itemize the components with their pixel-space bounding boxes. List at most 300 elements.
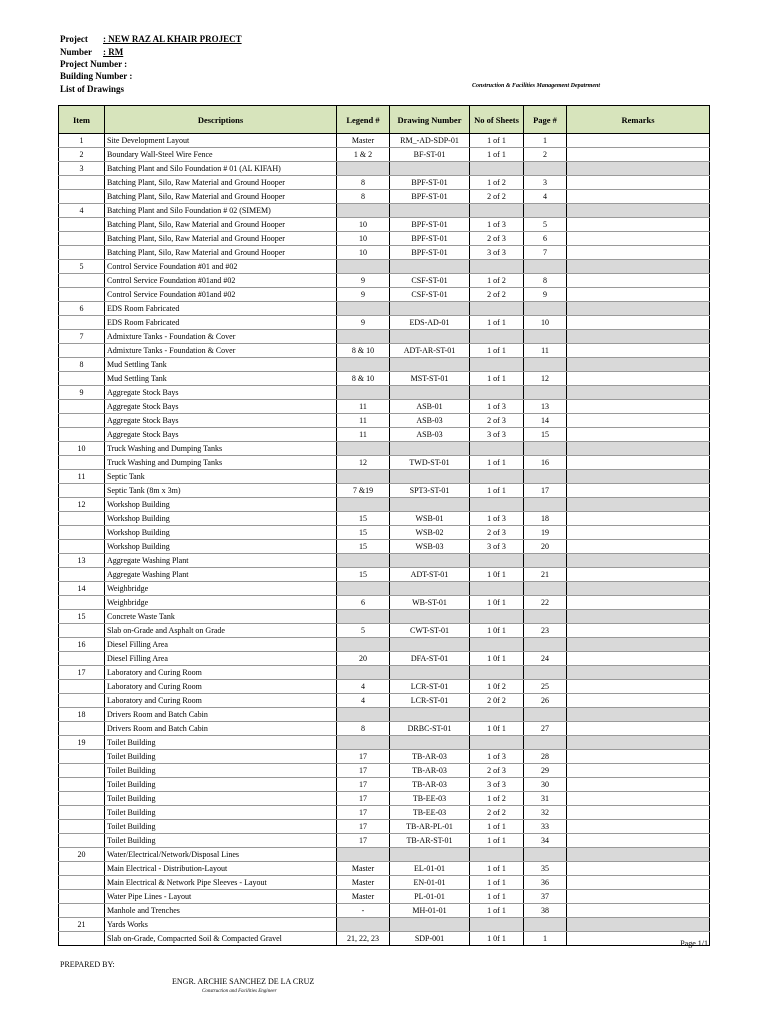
cell-description: Aggregate Stock Bays — [105, 400, 337, 414]
cell-item — [59, 288, 105, 302]
cell-legend: 8 — [337, 722, 390, 736]
cell-legend — [337, 442, 390, 456]
cell-page: 15 — [524, 428, 567, 442]
cell-description: EDS Room Fabricated — [105, 316, 337, 330]
cell-item: 5 — [59, 260, 105, 274]
cell-no-of-sheets: 1 0f 1 — [470, 652, 524, 666]
cell-no-of-sheets: 3 of 3 — [470, 778, 524, 792]
cell-remarks — [567, 554, 710, 568]
cell-page — [524, 330, 567, 344]
cell-remarks — [567, 246, 710, 260]
cell-page — [524, 470, 567, 484]
project-line — [60, 33, 242, 46]
cell-drawing-number — [390, 470, 470, 484]
table-body — [59, 134, 710, 946]
cell-remarks — [567, 456, 710, 470]
cell-page: 3 — [524, 176, 567, 190]
table-row — [59, 414, 710, 428]
cell-legend: 15 — [337, 512, 390, 526]
cell-item — [59, 722, 105, 736]
cell-description: Main Electrical - Distribution-Layout — [105, 862, 337, 876]
cell-remarks — [567, 876, 710, 890]
cell-page: 38 — [524, 904, 567, 918]
cell-description: Drivers Room and Batch Cabin — [105, 708, 337, 722]
cell-page: 2 — [524, 148, 567, 162]
cell-remarks — [567, 414, 710, 428]
table-row — [59, 372, 710, 386]
cell-page: 13 — [524, 400, 567, 414]
cell-drawing-number: ADT-AR-ST-01 — [390, 344, 470, 358]
cell-description: Slab on-Grade, Compacrted Soil & Compacted Gravel — [105, 932, 337, 946]
cell-item: 14 — [59, 582, 105, 596]
cell-page: 9 — [524, 288, 567, 302]
cell-drawing-number: EDS-AD-01 — [390, 316, 470, 330]
cell-no-of-sheets: 1 of 1 — [470, 820, 524, 834]
table-row — [59, 134, 710, 148]
table-row — [59, 876, 710, 890]
cell-remarks — [567, 204, 710, 218]
cell-page — [524, 442, 567, 456]
cell-legend: - — [337, 904, 390, 918]
cell-drawing-number — [390, 918, 470, 932]
table-group-row — [59, 638, 710, 652]
cell-item: 17 — [59, 666, 105, 680]
table-group-row — [59, 708, 710, 722]
cell-item — [59, 232, 105, 246]
cell-legend — [337, 162, 390, 176]
cell-description: Workshop Building — [105, 498, 337, 512]
cell-legend: 11 — [337, 400, 390, 414]
cell-page: 28 — [524, 750, 567, 764]
table-row — [59, 540, 710, 554]
cell-page: 32 — [524, 806, 567, 820]
cell-no-of-sheets: 1 of 1 — [470, 148, 524, 162]
cell-remarks — [567, 288, 710, 302]
table-row — [59, 344, 710, 358]
cell-legend: Master — [337, 890, 390, 904]
cell-drawing-number: PL-01-01 — [390, 890, 470, 904]
cell-no-of-sheets: 1 of 1 — [470, 372, 524, 386]
cell-description: Batching Plant, Silo, Raw Material and Ground Hooper — [105, 246, 337, 260]
cell-item — [59, 190, 105, 204]
cell-legend: 15 — [337, 540, 390, 554]
cell-legend: 11 — [337, 428, 390, 442]
cell-page: 22 — [524, 596, 567, 610]
cell-drawing-number: TB-AR-03 — [390, 764, 470, 778]
cell-page: 8 — [524, 274, 567, 288]
cell-no-of-sheets: 2 of 2 — [470, 190, 524, 204]
cell-drawing-number: BPF-ST-01 — [390, 190, 470, 204]
cell-legend: 15 — [337, 568, 390, 582]
cell-remarks — [567, 918, 710, 932]
cell-item — [59, 414, 105, 428]
cell-no-of-sheets: 1 0f 2 — [470, 680, 524, 694]
cell-page: 17 — [524, 484, 567, 498]
cell-no-of-sheets: 2 of 3 — [470, 526, 524, 540]
cell-drawing-number — [390, 442, 470, 456]
cell-legend: 17 — [337, 764, 390, 778]
cell-remarks — [567, 778, 710, 792]
cell-drawing-number: MH-01-01 — [390, 904, 470, 918]
table-row — [59, 904, 710, 918]
table-group-row — [59, 470, 710, 484]
cell-remarks — [567, 638, 710, 652]
cell-no-of-sheets: 1 of 1 — [470, 344, 524, 358]
cell-remarks — [567, 148, 710, 162]
cell-no-of-sheets: 1 of 1 — [470, 484, 524, 498]
cell-description: Batching Plant, Silo, Raw Material and Ground Hooper — [105, 232, 337, 246]
cell-remarks — [567, 162, 710, 176]
cell-remarks — [567, 526, 710, 540]
cell-drawing-number: BPF-ST-01 — [390, 176, 470, 190]
table-group-row — [59, 442, 710, 456]
cell-page — [524, 554, 567, 568]
cell-remarks — [567, 470, 710, 484]
cell-page: 20 — [524, 540, 567, 554]
cell-item — [59, 274, 105, 288]
cell-legend: 10 — [337, 218, 390, 232]
cell-legend: 9 — [337, 288, 390, 302]
cell-drawing-number: EL-01-01 — [390, 862, 470, 876]
cell-description: Batching Plant and Silo Foundation # 02 (SIMEM) — [105, 204, 337, 218]
cell-description: Aggregate Stock Bays — [105, 386, 337, 400]
cell-drawing-number — [390, 302, 470, 316]
cell-remarks — [567, 736, 710, 750]
cell-item — [59, 176, 105, 190]
cell-page: 12 — [524, 372, 567, 386]
cell-legend: 5 — [337, 624, 390, 638]
cell-drawing-number: CSF-ST-01 — [390, 274, 470, 288]
col-header-legend: Legend # — [337, 106, 390, 134]
cell-description: Slab on-Grade and Asphalt on Grade — [105, 624, 337, 638]
cell-remarks — [567, 596, 710, 610]
cell-legend: 17 — [337, 778, 390, 792]
cell-item — [59, 316, 105, 330]
cell-description: Septic Tank — [105, 470, 337, 484]
cell-legend: 17 — [337, 750, 390, 764]
cell-legend: 21, 22, 23 — [337, 932, 390, 946]
cell-drawing-number — [390, 330, 470, 344]
cell-description: Batching Plant, Silo, Raw Material and Ground Hooper — [105, 218, 337, 232]
cell-no-of-sheets: 3 of 3 — [470, 246, 524, 260]
cell-remarks — [567, 722, 710, 736]
cell-item — [59, 778, 105, 792]
table-row — [59, 428, 710, 442]
cell-drawing-number — [390, 582, 470, 596]
table-group-row — [59, 554, 710, 568]
cell-description: Truck Washing and Dumping Tanks — [105, 442, 337, 456]
cell-item: 1 — [59, 134, 105, 148]
table-group-row — [59, 260, 710, 274]
cell-remarks — [567, 442, 710, 456]
cell-description: Toilet Building — [105, 806, 337, 820]
cell-remarks — [567, 232, 710, 246]
cell-drawing-number — [390, 260, 470, 274]
cell-description: Control Service Foundation #01and #02 — [105, 288, 337, 302]
cell-drawing-number: BPF-ST-01 — [390, 246, 470, 260]
cell-item: 2 — [59, 148, 105, 162]
cell-remarks — [567, 302, 710, 316]
cell-page: 11 — [524, 344, 567, 358]
cell-page: 10 — [524, 316, 567, 330]
cell-drawing-number: BF-ST-01 — [390, 148, 470, 162]
cell-remarks — [567, 834, 710, 848]
cell-page: 33 — [524, 820, 567, 834]
cell-item — [59, 862, 105, 876]
table-group-row — [59, 386, 710, 400]
table-row — [59, 288, 710, 302]
table-row — [59, 652, 710, 666]
cell-item — [59, 512, 105, 526]
cell-drawing-number: SPT3-ST-01 — [390, 484, 470, 498]
cell-description: Boundary Wall-Steel Wire Fence — [105, 148, 337, 162]
cell-legend — [337, 470, 390, 484]
cell-legend: 8 — [337, 190, 390, 204]
cell-item: 8 — [59, 358, 105, 372]
cell-no-of-sheets: 1 of 2 — [470, 792, 524, 806]
cell-no-of-sheets: 1 of 1 — [470, 834, 524, 848]
cell-description: Water Pipe Lines - Layout — [105, 890, 337, 904]
cell-no-of-sheets: 1 0f 1 — [470, 624, 524, 638]
cell-remarks — [567, 316, 710, 330]
cell-no-of-sheets: 1 0f 1 — [470, 932, 524, 946]
cell-remarks — [567, 694, 710, 708]
cell-page: 24 — [524, 652, 567, 666]
cell-drawing-number: WSB-02 — [390, 526, 470, 540]
cell-legend: 10 — [337, 246, 390, 260]
table-group-row — [59, 358, 710, 372]
cell-drawing-number: DRBC-ST-01 — [390, 722, 470, 736]
drawings-table — [58, 105, 710, 946]
cell-no-of-sheets: 1 of 2 — [470, 176, 524, 190]
table-row — [59, 820, 710, 834]
cell-no-of-sheets — [470, 666, 524, 680]
cell-item — [59, 876, 105, 890]
cell-drawing-number — [390, 848, 470, 862]
cell-page — [524, 638, 567, 652]
cell-item — [59, 904, 105, 918]
cell-no-of-sheets: 1 0f 1 — [470, 596, 524, 610]
cell-no-of-sheets — [470, 848, 524, 862]
cell-page: 36 — [524, 876, 567, 890]
cell-legend: 17 — [337, 834, 390, 848]
cell-page — [524, 918, 567, 932]
col-header-descriptions: Descriptions — [105, 106, 337, 134]
cell-description: Toilet Building — [105, 820, 337, 834]
cell-description: Aggregate Washing Plant — [105, 568, 337, 582]
engineer-title: Construction and Facilities Engineer — [202, 989, 277, 994]
cell-no-of-sheets — [470, 554, 524, 568]
cell-no-of-sheets: 1 of 1 — [470, 456, 524, 470]
cell-no-of-sheets: 1 of 2 — [470, 274, 524, 288]
cell-item — [59, 568, 105, 582]
cell-item: 16 — [59, 638, 105, 652]
cell-remarks — [567, 792, 710, 806]
cell-item: 10 — [59, 442, 105, 456]
cell-legend: 12 — [337, 456, 390, 470]
cell-description: Aggregate Washing Plant — [105, 554, 337, 568]
cell-item — [59, 540, 105, 554]
cell-drawing-number: WB-ST-01 — [390, 596, 470, 610]
cell-legend: 10 — [337, 232, 390, 246]
cell-page: 37 — [524, 890, 567, 904]
cell-description: Mud Settling Tank — [105, 372, 337, 386]
cell-item: 11 — [59, 470, 105, 484]
cell-drawing-number: EN-01-01 — [390, 876, 470, 890]
cell-drawing-number: TB-AR-03 — [390, 778, 470, 792]
cell-item — [59, 680, 105, 694]
cell-remarks — [567, 512, 710, 526]
cell-no-of-sheets: 2 of 2 — [470, 806, 524, 820]
cell-page: 1 — [524, 932, 567, 946]
cell-page — [524, 204, 567, 218]
cell-remarks — [567, 624, 710, 638]
cell-page: 35 — [524, 862, 567, 876]
cell-no-of-sheets: 1 of 3 — [470, 218, 524, 232]
cell-page — [524, 610, 567, 624]
cell-description: Toilet Building — [105, 764, 337, 778]
table-row — [59, 694, 710, 708]
table-row — [59, 456, 710, 470]
cell-item — [59, 806, 105, 820]
cell-legend — [337, 386, 390, 400]
table-group-row — [59, 582, 710, 596]
table-row — [59, 148, 710, 162]
table-group-row — [59, 498, 710, 512]
cell-no-of-sheets: 1 of 1 — [470, 876, 524, 890]
cell-item — [59, 764, 105, 778]
cell-item: 9 — [59, 386, 105, 400]
cell-description: Mud Settling Tank — [105, 358, 337, 372]
cell-remarks — [567, 862, 710, 876]
cell-description: Yards Works — [105, 918, 337, 932]
cell-item — [59, 344, 105, 358]
cell-no-of-sheets — [470, 330, 524, 344]
cell-remarks — [567, 176, 710, 190]
cell-drawing-number: CWT-ST-01 — [390, 624, 470, 638]
table-row — [59, 890, 710, 904]
table-group-row — [59, 204, 710, 218]
cell-item — [59, 820, 105, 834]
cell-remarks — [567, 386, 710, 400]
cell-page — [524, 302, 567, 316]
cell-page — [524, 736, 567, 750]
cell-drawing-number: SDP-001 — [390, 932, 470, 946]
table-row — [59, 834, 710, 848]
cell-no-of-sheets: 2 of 2 — [470, 288, 524, 302]
col-header-remarks: Remarks — [567, 106, 710, 134]
cell-remarks — [567, 358, 710, 372]
cell-item — [59, 218, 105, 232]
cell-legend — [337, 736, 390, 750]
cell-description: Control Service Foundation #01and #02 — [105, 274, 337, 288]
cell-legend: 4 — [337, 694, 390, 708]
cell-description: Toilet Building — [105, 736, 337, 750]
cell-item — [59, 932, 105, 946]
cell-description: Toilet Building — [105, 778, 337, 792]
cell-legend — [337, 638, 390, 652]
cell-legend: 8 — [337, 176, 390, 190]
table-row — [59, 806, 710, 820]
cell-item — [59, 428, 105, 442]
cell-item: 20 — [59, 848, 105, 862]
table-row — [59, 218, 710, 232]
cell-legend: 1 & 2 — [337, 148, 390, 162]
cell-drawing-number — [390, 638, 470, 652]
cell-description: Toilet Building — [105, 834, 337, 848]
list-of-drawings-label: List of Drawings — [60, 84, 125, 94]
cell-drawing-number: ASB-03 — [390, 428, 470, 442]
cell-no-of-sheets — [470, 442, 524, 456]
department-name: Construction & Facilities Management Depatrment — [472, 83, 601, 89]
cell-remarks — [567, 848, 710, 862]
table-row — [59, 484, 710, 498]
cell-legend: 6 — [337, 596, 390, 610]
cell-item — [59, 834, 105, 848]
cell-legend — [337, 498, 390, 512]
cell-legend: Master — [337, 862, 390, 876]
cell-item: 6 — [59, 302, 105, 316]
cell-description: Drivers Room and Batch Cabin — [105, 722, 337, 736]
cell-item — [59, 694, 105, 708]
cell-item — [59, 372, 105, 386]
cell-drawing-number — [390, 666, 470, 680]
cell-remarks — [567, 372, 710, 386]
table-row — [59, 596, 710, 610]
cell-item: 7 — [59, 330, 105, 344]
cell-description: Main Electrical & Network Pipe Sleeves - Layout — [105, 876, 337, 890]
cell-page — [524, 260, 567, 274]
cell-item — [59, 750, 105, 764]
table-header-row — [59, 106, 710, 134]
table-group-row — [59, 848, 710, 862]
cell-no-of-sheets — [470, 918, 524, 932]
cell-no-of-sheets: 1 of 3 — [470, 750, 524, 764]
cell-description: Workshop Building — [105, 526, 337, 540]
cell-page: 26 — [524, 694, 567, 708]
table-row — [59, 932, 710, 946]
cell-remarks — [567, 344, 710, 358]
cell-page: 1 — [524, 134, 567, 148]
table-row — [59, 274, 710, 288]
cell-legend — [337, 204, 390, 218]
cell-remarks — [567, 666, 710, 680]
cell-legend — [337, 260, 390, 274]
cell-page: 5 — [524, 218, 567, 232]
cell-drawing-number: TB-EE-03 — [390, 792, 470, 806]
cell-item — [59, 246, 105, 260]
cell-drawing-number: RM_-AD-SDP-01 — [390, 134, 470, 148]
table-group-row — [59, 162, 710, 176]
cell-no-of-sheets — [470, 260, 524, 274]
table-row — [59, 778, 710, 792]
cell-remarks — [567, 260, 710, 274]
table-row — [59, 568, 710, 582]
cell-page — [524, 162, 567, 176]
cell-no-of-sheets: 2 0f 2 — [470, 694, 524, 708]
cell-drawing-number: TWD-ST-01 — [390, 456, 470, 470]
cell-legend — [337, 918, 390, 932]
cell-no-of-sheets — [470, 386, 524, 400]
cell-item: 13 — [59, 554, 105, 568]
cell-legend — [337, 666, 390, 680]
cell-remarks — [567, 428, 710, 442]
cell-page: 19 — [524, 526, 567, 540]
cell-drawing-number: ASB-01 — [390, 400, 470, 414]
col-header-item: Item — [59, 106, 105, 134]
cell-item — [59, 484, 105, 498]
cell-page — [524, 582, 567, 596]
